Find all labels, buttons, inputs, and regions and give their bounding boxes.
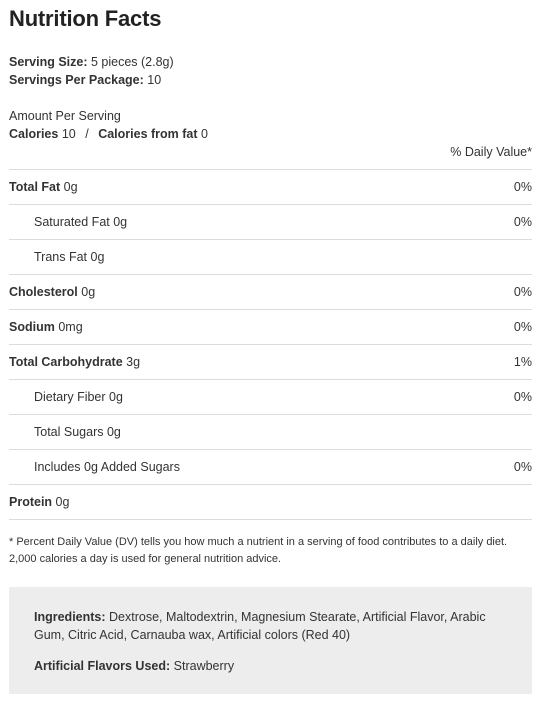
nutrient-amount: 0g <box>55 495 70 509</box>
nutrient-amount: 3g <box>126 355 141 369</box>
nutrient-row-dietary-fiber <box>9 380 532 415</box>
servings-per-package-line <box>9 73 161 87</box>
nutrient-dv: 0% <box>513 320 532 334</box>
artificial-flavors-label: Artificial Flavors Used: <box>34 659 171 673</box>
nutrient-amount: 0g <box>63 180 78 194</box>
nutrient-row-cholesterol <box>9 275 532 310</box>
nutrient-label: Cholesterol <box>9 285 78 299</box>
nutrient-label: Total Sugars <box>34 425 104 439</box>
footnote-line-1: * Percent Daily Value (DV) tells you how much a nutrient in a serving of food contributes to a daily diet. <box>9 536 508 548</box>
nutrient-label: Trans Fat <box>34 250 88 264</box>
ingredients-box <box>9 587 532 694</box>
nutrient-dv: 1% <box>513 355 532 369</box>
nutrient-label: Protein <box>9 495 53 509</box>
footnote-line-2: 2,000 calories a day is used for general nutrition advice. <box>9 553 282 565</box>
ingredients-text: Dextrose, Maltodextrin, Magnesium Stearate, Artificial Flavor, Arabic Gum, Citric Acid, Carnauba wax, Artificial colors (Red 40) <box>34 610 486 642</box>
amount-per-serving-heading: Amount Per Serving <box>9 109 121 123</box>
nutrient-row-saturated-fat <box>9 205 532 240</box>
artificial-flavors-text: Strawberry <box>173 659 235 673</box>
nutrient-amount: 0g <box>113 215 128 229</box>
nutrient-amount: 0g Added Sugars <box>84 460 180 474</box>
nutrient-row-protein <box>9 485 532 520</box>
calories-separator: / <box>85 127 89 141</box>
nutrient-row-total-sugars <box>9 415 532 450</box>
nutrient-dv: 0% <box>513 285 532 299</box>
serving-size-line <box>9 55 174 69</box>
calories-line <box>9 127 208 141</box>
nutrient-dv: 0% <box>513 215 532 229</box>
nutrient-label: Saturated Fat <box>34 215 110 229</box>
servings-per-package-value: 10 <box>147 73 162 87</box>
ingredients-paragraph <box>34 608 507 644</box>
nutrient-label: Total Fat <box>9 180 61 194</box>
nutrient-dv: 0% <box>513 460 532 474</box>
serving-size-label: Serving Size: <box>9 55 88 69</box>
page-title: Nutrition Facts <box>9 6 162 31</box>
nutrient-label: Sodium <box>9 320 55 334</box>
ingredients-label: Ingredients: <box>34 610 106 624</box>
nutrient-label: Total Carbohydrate <box>9 355 123 369</box>
nutrient-amount: 0g <box>109 390 123 404</box>
servings-per-package-label: Servings Per Package: <box>9 73 144 87</box>
daily-value-header: % Daily Value* <box>450 145 532 159</box>
nutrient-label: Includes <box>34 460 81 474</box>
calories-value: 10 <box>61 127 76 141</box>
serving-size-value: 5 pieces (2.8g) <box>90 55 174 69</box>
calories-from-fat-value: 0 <box>201 127 208 141</box>
nutrient-amount: 0mg <box>58 320 83 334</box>
daily-value-footnote <box>9 534 532 568</box>
nutrient-amount: 0g <box>90 250 105 264</box>
nutrient-amount: 0g <box>81 285 96 299</box>
nutrient-dv: 0% <box>513 180 532 194</box>
artificial-flavors-paragraph <box>34 657 507 675</box>
nutrient-amount: 0g <box>106 425 121 439</box>
calories-from-fat-label: Calories from fat <box>98 127 198 141</box>
nutrient-table <box>9 169 532 520</box>
nutrient-row-trans-fat <box>9 240 532 275</box>
nutrient-row-added-sugars <box>9 450 532 485</box>
nutrient-label: Dietary Fiber <box>34 390 106 404</box>
nutrient-row-total-carbohydrate <box>9 345 532 380</box>
nutrient-row-total-fat <box>9 170 532 205</box>
nutrient-dv: 0% <box>513 390 532 404</box>
nutrient-row-sodium <box>9 310 532 345</box>
calories-label: Calories <box>9 127 59 141</box>
